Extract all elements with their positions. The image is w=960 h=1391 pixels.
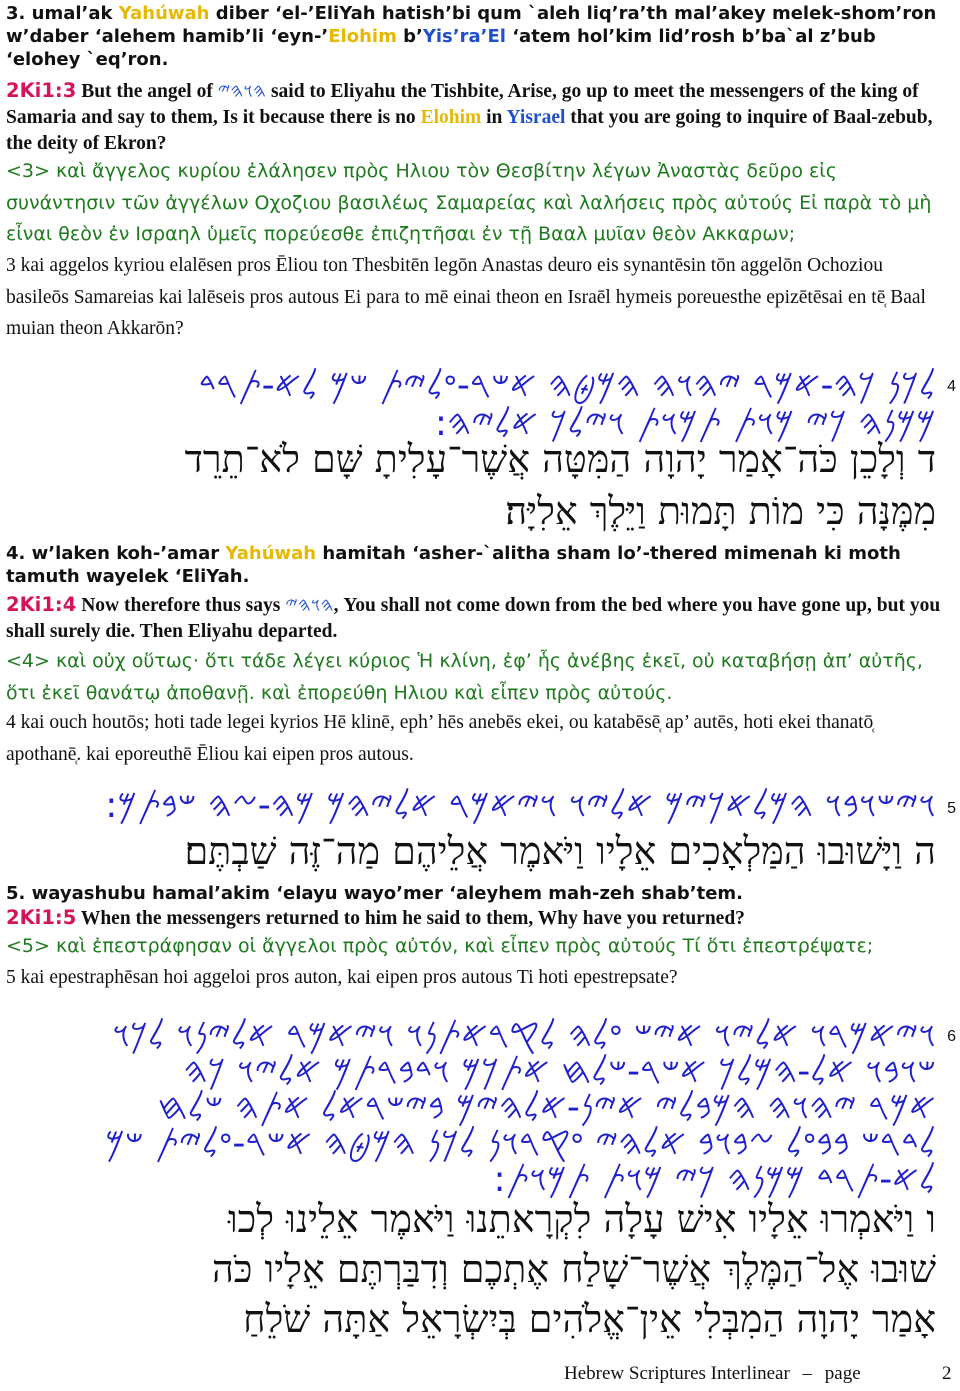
v3-reference: 2Ki1:3	[6, 79, 77, 102]
v5-english: 2Ki1:5 When the messengers returned to him he said to them, Why have you returned?	[6, 906, 745, 929]
v6-paleo-line-4: 𐤋𐤃𐤓𐤔 𐤁𐤁𐤏𐤋 𐤆𐤁𐤅𐤁 𐤀𐤋𐤄𐤉 𐤏𐤒𐤓𐤅𐤍 𐤋𐤊𐤍 𐤄𐤌𐤈𐤄 𐤀𐤔𐤓-𐤏𐤋𐤉𐤕 𐤔𐤌	[105, 1123, 936, 1164]
v6-verse-number: 6	[947, 1028, 956, 1045]
elohim-name: Elohim	[328, 26, 397, 47]
v4-hebrew-line-2: מִמֶּנָּה כִּי מוֹת תָּמוּת וַיֵּלֶךְ אֵלִיָּה׃	[505, 489, 936, 533]
v6-paleo-line-3: 𐤀𐤌𐤓 𐤉𐤄𐤅𐤄 𐤄𐤌𐤁𐤋𐤉 𐤀𐤉𐤍-𐤀𐤋𐤄𐤉𐤌 𐤁𐤉𐤔𐤓𐤀𐤋 𐤀𐤕𐤄 𐤔𐤋𐤇	[157, 1087, 936, 1128]
tetragrammaton: 𐤄𐤅𐤄𐤉	[285, 593, 334, 616]
v6-paleo-line-2: 𐤔𐤅𐤁𐤅 𐤀𐤋-𐤄𐤌𐤋𐤊 𐤀𐤔𐤓-𐤔𐤋𐤇 𐤀𐤕𐤊𐤌 𐤅𐤃𐤁𐤓𐤕𐤌 𐤀𐤋𐤉𐤅 𐤊𐤄	[183, 1051, 936, 1092]
v4-hebrew-line-1: ד וְלָכֵן כֹּה־אָמַר יָהוָה הַמִּטָּה אֲשֶׁר־עָלִיתָ שָּׁם לֹא־תֵרֵד	[184, 437, 936, 481]
footer-title: Hebrew Scriptures Interlinear	[564, 1363, 790, 1384]
page-footer	[564, 1363, 952, 1385]
v5-transliteration: 5. wayashubu hamal’akim ‘elayu wayo’mer ‘aleyhem mah-zeh shab’tem.	[6, 883, 744, 904]
v6-paleo-line-5: 𐤋𐤀-𐤕𐤓𐤃 𐤌𐤌𐤍𐤄 𐤊𐤉 𐤌𐤅𐤕 𐤕𐤌𐤅𐤕:	[493, 1159, 936, 1200]
v5-paleo-line-1: 𐤅𐤉𐤔𐤅𐤁𐤅 𐤄𐤌𐤋𐤀𐤊𐤉𐤌 𐤀𐤋𐤉𐤅 𐤅𐤉𐤀𐤌𐤓 𐤀𐤋𐤉𐤄𐤌 𐤌𐤄-𐤆𐤄 𐤔𐤁𐤕𐤌:	[105, 785, 936, 826]
v6-hebrew-line-3: אָמַר יָהוָה הַמִבְּלִי אֵין־אֱלֹהִים בְּיִשְׂרָאֵל אַתָּה שֹׁלֵחַ	[243, 1297, 936, 1341]
v4-transliteration: 4. w’laken koh-’amar Yahúwah hamitah ‘asher-`alitha sham lo’-thered mimenah ki moth tamuth wayelek ‘EliYah.	[6, 543, 901, 587]
yahuwah-name: Yahúwah	[118, 3, 210, 24]
yisrael-name: Yis’ra’El	[422, 26, 506, 47]
v4-reference: 2Ki1:4	[6, 593, 77, 616]
v5-hebrew-line-1: ה וַיָּשׁוּבוּ הַמַּלְאָכִים אֵלָיו וַיֹּאמֶר אֲלֵיהֶם מַה־זֶּה שַׁבְתֶּם׃	[184, 829, 936, 873]
v3-english: 2Ki1:3 But the angel of 𐤄𐤅𐤄𐤉 said to Eliyahu the Tishbite, Arise, go up to meet the messengers of the king of Samaria and say to them, Is it because there is no Elohim in Yisrael that you are going to inquire of Baal-zebub, the deity of Ekron?	[6, 79, 933, 154]
v3-transliteration: 3. umal’ak Yahúwah diber ‘el-’EliYah hatish’bi qum `aleh liq’ra’th mal’akey melek-shom’ron w’daber ‘alehem hamib’li ‘eyn-’Elohim b’Yis’ra’El ‘atem hol’kim lid’rosh b’ba`al z’bub ‘elohey `eq’ron.	[6, 3, 937, 70]
page-number: 2	[942, 1363, 952, 1384]
footer-dash: –	[802, 1363, 813, 1384]
v6-paleo-line-1: 𐤅𐤉𐤀𐤌𐤓𐤅 𐤀𐤋𐤉𐤅 𐤀𐤉𐤔 𐤏𐤋𐤄 𐤋𐤒𐤓𐤀𐤕𐤍𐤅 𐤅𐤉𐤀𐤌𐤓 𐤀𐤋𐤉𐤍𐤅 𐤋𐤊𐤅	[112, 1015, 936, 1056]
v4-greek: <4> καὶ οὐχ οὕτως· ὅτι τάδε λέγει κύριος Ἡ κλίνη, ἐφ’ ἧς ἀνέβης ἐκεῖ, οὐ καταβήσῃ ἀπ’ αὐτῆς, ὅτι ἐκεῖ θανάτῳ ἀποθανῇ. καὶ ἐπορεύθη Ηλιου καὶ εἶπεν πρὸς αὐτούς.	[6, 650, 923, 704]
v3-greek: <3> καὶ ἄγγελος κυρίου ἐλάλησεν πρὸς Ηλιου τὸν Θεσβίτην λέγων Ἀναστὰς δεῦρο εἰς συνάντησιν τῶν ἀγγέλων Οχοζιου βασιλέως Σαμαρείας καὶ λαλήσεις πρὸς αὐτούς Εἰ παρὰ τὸ μὴ εἶναι θεὸν ἐν Ισραηλ ὑμεῖς πορεύεσθε ἐπιζητῆσαι ἐν τῇ Βααλ μυῖαν θεὸν Ακκαρων;	[6, 160, 932, 245]
footer-page-label: page	[824, 1363, 861, 1384]
v4-english: 2Ki1:4 Now therefore thus says 𐤄𐤅𐤄𐤉, You shall not come down from the bed where you have gone up, but you shall surely die. Then Eliyahu departed.	[6, 593, 941, 642]
v5-greek-transliteration: 5 kai epestraphēsan hoi aggeloi pros auton, kai eipen pros autous Ti hoti epestrepsate?	[6, 967, 678, 988]
v6-hebrew-line-1: ו וַיֹּאמְרוּ אֵלָיו אִישׁ עָלָה לִקְרָאתֵנוּ וַיֹּאמֶר אֵלֵינוּ לְכוּ	[227, 1197, 936, 1241]
v5-reference: 2Ki1:5	[6, 906, 77, 929]
v6-hebrew-line-2: שׁוּבוּ אֶל־הַמֶּלֶךְ אֲשֶׁר־שָׁלַח אֶתְכֶם וְדִבַּרְתֶּם אֵלָיו כֹּה	[211, 1247, 936, 1291]
v4-paleo-line-1: 𐤋𐤊𐤍 𐤊𐤄-𐤀𐤌𐤓 𐤉𐤄𐤅𐤄 𐤄𐤌𐤈𐤄 𐤀𐤔𐤓-𐤏𐤋𐤉𐤕 𐤔𐤌 𐤋𐤀-𐤕𐤓𐤃	[198, 365, 936, 406]
v5-greek: <5> καὶ ἐπεστράφησαν οἱ ἄγγελοι πρὸς αὐτόν, καὶ εἶπεν πρὸς αὐτούς Τί ὅτι ἐπεστρέψατε;	[6, 935, 874, 957]
v4-paleo-line-2: 𐤌𐤌𐤍𐤄 𐤊𐤉 𐤌𐤅𐤕 𐤕𐤌𐤅𐤕 𐤅𐤉𐤋𐤊 𐤀𐤋𐤉𐤄:	[434, 403, 936, 444]
v5-verse-number: 5	[947, 800, 956, 817]
v4-greek-transliteration: 4 kai ouch houtōs; hoti tade legei kyrios Hē klinē, eph’ hēs anebēs ekei, ou katabēsē̜ ap’ autēs, hoti ekei thanatō̜ apothanē̜. kai eporeuthē Ēliou kai eipen pros autous.	[6, 712, 874, 765]
v3-greek-transliteration: 3 kai aggelos kyriou elalēsen pros Ēliou ton Thesbitēn legōn Anastas deuro eis synantēsin tōn aggelōn Ochoziou basileōs Samareias kai lalēseis pros autous Ei para to mē einai theon en Israēl hymeis poreuesthe epizētēsai en tē̜ Baal muian theon Akkarōn?	[6, 255, 926, 339]
tetragrammaton: 𐤄𐤅𐤄𐤉	[217, 79, 267, 102]
v4-verse-number: 4	[947, 378, 956, 395]
